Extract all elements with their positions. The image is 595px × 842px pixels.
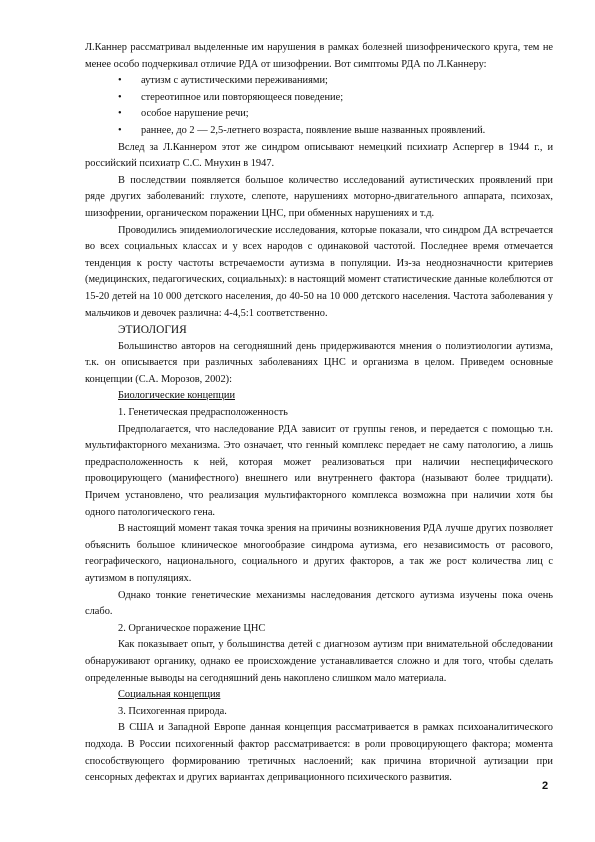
page-number: 2 (542, 780, 549, 792)
list-item: • стереотипное или повторяющееся поведение; (85, 90, 553, 107)
symptom-list (85, 73, 553, 139)
bullet-icon: • (118, 91, 122, 103)
paragraph-majority: Большинство авторов на сегодняшний день придерживаются мнения о полиэтиологии аутизма, т.к. он описывается при различных заболеваниях ЦНС и организма в целом. Приведем основные концепции (С.А. Морозов, 2002): (85, 340, 553, 385)
item-organic: 2. Органическое поражение ЦНС (118, 622, 266, 634)
bullet-icon: • (118, 108, 122, 120)
section-heading-etiology: ЭТИОЛОГИЯ (118, 324, 187, 337)
document-page (85, 40, 553, 787)
list-item: • аутизм с аутистическими переживаниями; (85, 73, 553, 90)
paragraph-experience: Как показывает опыт, у большинства детей с диагнозом аутизм при внимательной обследовании обнаруживают органику, однако ее происхождение устанавливается сложно и для того, чтобы сделать определенные выводы на сегодняшний день накоплено слишком мало материала. (85, 639, 553, 684)
paragraph-however: Однако тонкие генетические механизмы наследования детского аутизма изучены пока очень слабо. (85, 589, 553, 618)
paragraph-assumed: Предполагается, что наследование РДА зависит от группы генов, и передается с помощью т.н. мультифакторного механизма. Это означает, что генный комплекс передает не саму патологию, а лишь предрасположенность к ней, которая может реализоваться при наличии неспецифического провоцирующего (манифестного) внешнего или внутреннего фактора (называют более тридцати). Причем установлено, что реализация мультифакторного комплекса возможна при наличии хотя бы одного патологического гена. (85, 423, 553, 518)
bullet-icon: • (118, 75, 122, 87)
paragraph-asperger: Вслед за Л.Каннером этот же синдром описывают немецкий психиатр Аспергер в 1944 г., и российский психиатр С.С. Мнухин в 1947. (85, 141, 553, 170)
paragraph-current: В настоящий момент такая точка зрения на причины возникновения РДА лучше других позволяет объяснить большое клиническое многообразие синдрома аутизма, его независимость от расового, географического, национального, социального и других факторов, а так же рост количества лиц с аутизмом в популяциях. (85, 523, 553, 584)
paragraph-later: В последствии появляется большое количество исследований аутистических проявлений при ряде других заболеваний: глухоте, слепоте, нарушениях моторно-двигательного аппарата, психозах, шизофрении, органическом поражении ЦНС, при обменных нарушениях и т.д. (85, 174, 553, 219)
subheading-biological: Биологические концепции (118, 390, 236, 402)
paragraph-epidemiology: Проводились эпидемиологические исследования, которые показали, что синдром ДА встречается во всех социальных классах и у всех народов с одинаковой частотой. Последнее время отмечается тенденция к росту частоты встречаемости аутизма в популяции. Из-за неоднозначности критериев (медицинских, педагогических, социальных): в настоящий момент статистические данные колеблются от 15-20 детей на 10 000 детского населения, до 40-50 на 10 000 детского населения. Частота заболевания у мальчиков и девочек различна: 4-4,5:1 соответственно. (85, 224, 553, 319)
paragraph-intro: Л.Каннер рассматривал выделенные им нарушения в рамках болезней шизофренического круга, тем не менее особо подчеркивал отличие РДА от шизофрении. Вот симптомы РДА по Л.Каннеру: (85, 42, 553, 70)
item-genetic: 1. Генетическая предрасположенность (118, 407, 288, 419)
list-item: • раннее, до 2 — 2,5-летнего возраста, появление выше названных проявлений. (85, 123, 553, 140)
paragraph-usa: В США и Западной Европе данная концепция рассматривается в рамках психоаналитического подхода. В России психогенный фактор рассматривается: в роли провоцирующего фактора; момента способствующего формированию третичных наслоений; как причина вторичной аутизации при сенсорных дефектах и других вариантах депривационного психического развития. (85, 722, 553, 784)
list-item: • особое нарушение речи; (85, 106, 553, 123)
bullet-icon: • (118, 124, 122, 136)
item-psychogenic: 3. Психогенная природа. (118, 705, 227, 717)
subheading-social: Социальная концепция (118, 689, 221, 701)
